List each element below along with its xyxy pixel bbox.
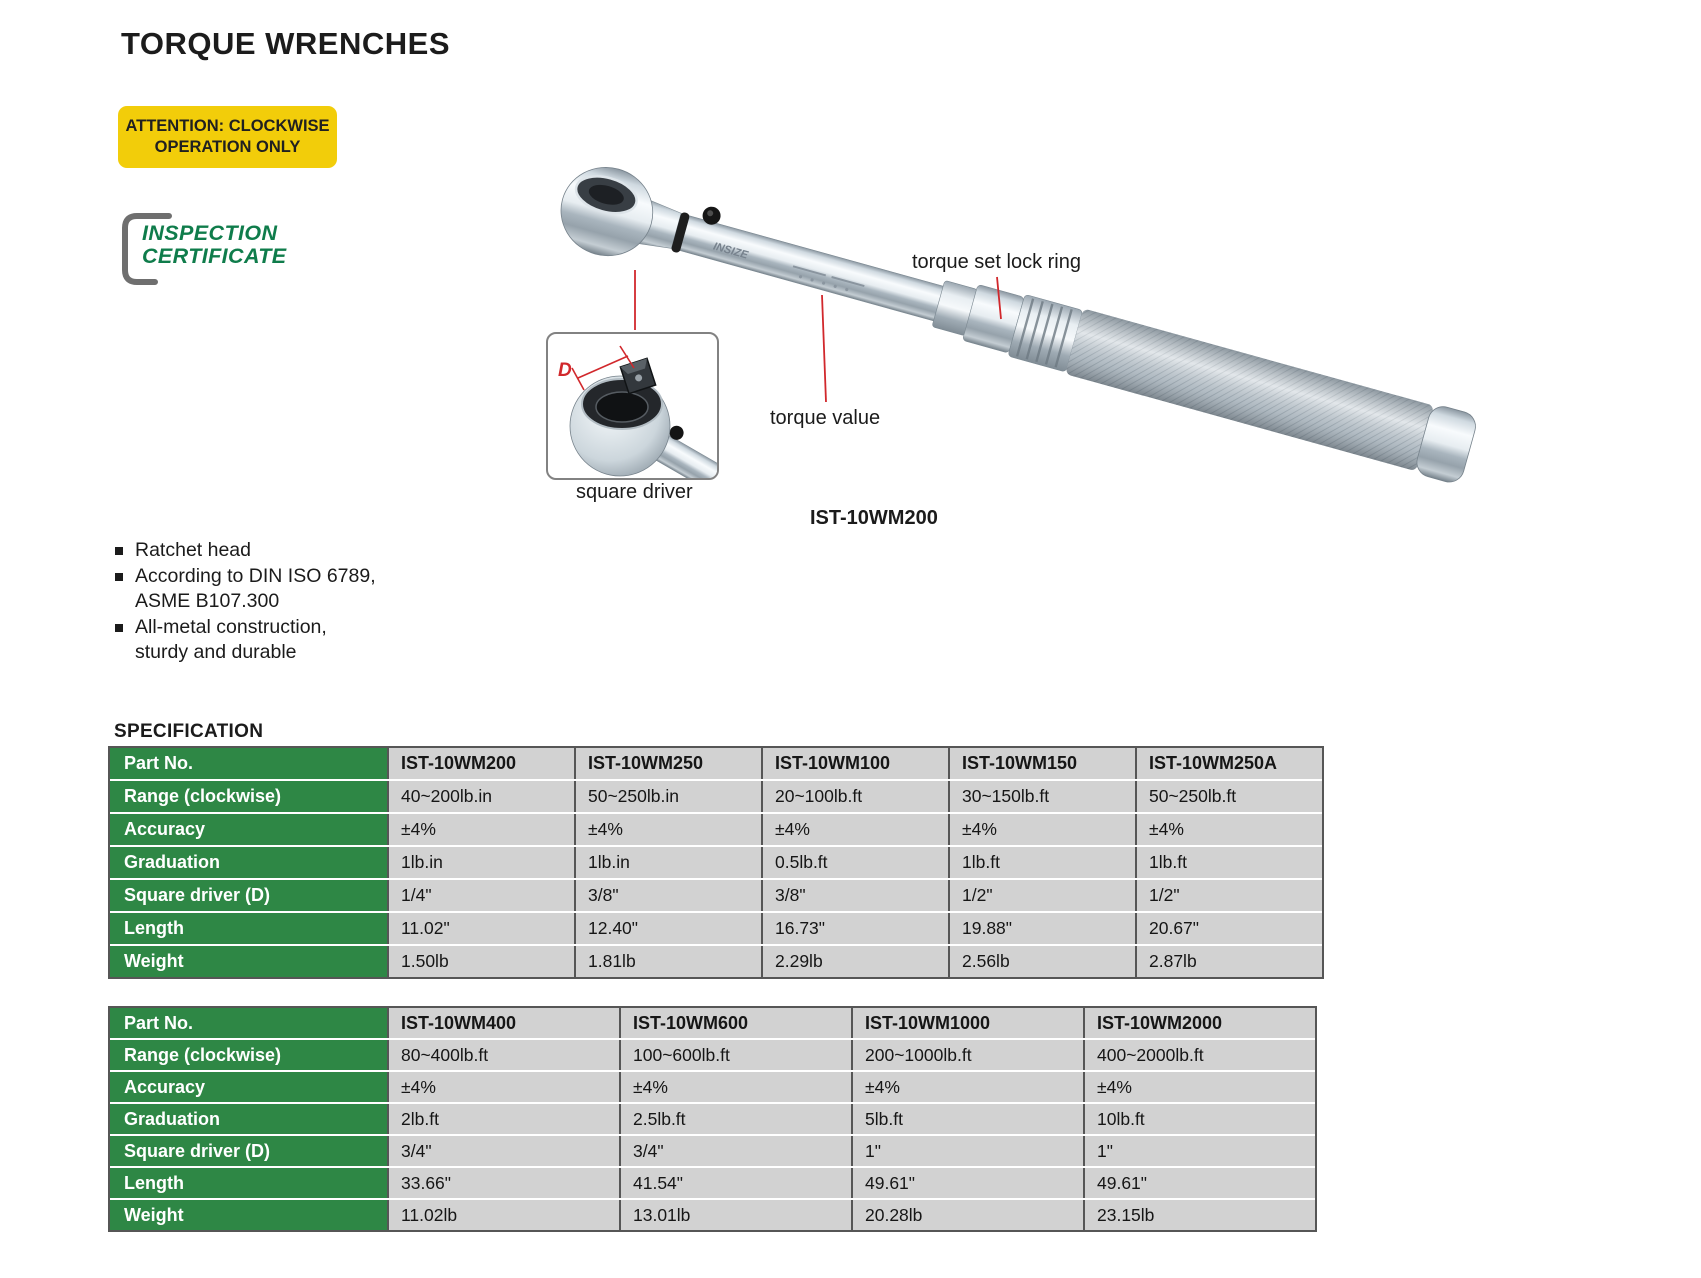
attention-line1: ATTENTION: CLOCKWISE <box>125 117 330 135</box>
square-driver-inset-box <box>546 332 719 480</box>
torque-value-label: torque value <box>770 407 881 429</box>
spec-row-label: Length <box>110 913 387 944</box>
dimension-label: D <box>558 360 572 381</box>
model-caption: IST-10WM200 <box>810 507 938 529</box>
spec-cell: IST-10WM1000 <box>851 1008 1083 1038</box>
spec-cell: IST-10WM400 <box>387 1008 619 1038</box>
spec-row-label: Square driver (D) <box>110 880 387 911</box>
spec-cell: IST-10WM250A <box>1135 748 1322 779</box>
feature-item <box>115 615 376 665</box>
spec-cell: 200~1000lb.ft <box>851 1040 1083 1070</box>
spec-cell: 2lb.ft <box>387 1104 619 1134</box>
spec-cell: 3/4" <box>619 1136 851 1166</box>
feature-text: According to DIN ISO 6789, ASME B107.300 <box>135 565 376 612</box>
spec-row-label: Graduation <box>110 847 387 878</box>
spec-cell: 11.02" <box>387 913 574 944</box>
feature-item <box>115 564 376 614</box>
square-bullet-icon <box>115 547 123 555</box>
spec-cell: 1lb.ft <box>1135 847 1322 878</box>
spec-row <box>110 781 1322 812</box>
inspection-line2: CERTIFICATE <box>142 244 287 268</box>
specification-heading: SPECIFICATION <box>114 721 264 742</box>
spec-row-label: Part No. <box>110 748 387 779</box>
feature-text: All-metal construction, sturdy and durable <box>135 616 327 663</box>
square-bullet-icon <box>115 624 123 632</box>
spec-cell: ±4% <box>1083 1072 1315 1102</box>
spec-cell: ±4% <box>387 1072 619 1102</box>
spec-cell: 20.28lb <box>851 1200 1083 1230</box>
spec-cell: 30~150lb.ft <box>948 781 1135 812</box>
spec-row-label: Weight <box>110 1200 387 1230</box>
spec-cell: 400~2000lb.ft <box>1083 1040 1315 1070</box>
spec-cell: IST-10WM150 <box>948 748 1135 779</box>
spec-table-1 <box>108 746 1324 979</box>
spec-cell: 2.87lb <box>1135 946 1322 977</box>
spec-cell: 80~400lb.ft <box>387 1040 619 1070</box>
wrench-shaft <box>671 213 945 321</box>
spec-cell: 11.02lb <box>387 1200 619 1230</box>
spec-cell: 1lb.in <box>387 847 574 878</box>
spec-cell: 50~250lb.in <box>574 781 761 812</box>
spec-row <box>110 946 1322 977</box>
ratchet-head <box>551 157 663 266</box>
spec-cell: 49.61" <box>851 1168 1083 1198</box>
spec-row <box>110 748 1322 779</box>
attention-box <box>118 106 337 168</box>
spec-cell: 5lb.ft <box>851 1104 1083 1134</box>
attention-line2: OPERATION ONLY <box>154 138 301 156</box>
spec-cell: 10lb.ft <box>1083 1104 1315 1134</box>
spec-row <box>110 913 1322 944</box>
spec-row-label: Graduation <box>110 1104 387 1134</box>
spec-row <box>110 1040 1315 1070</box>
spec-table-2 <box>108 1006 1317 1232</box>
square-driver-closeup <box>548 334 717 478</box>
spec-cell: 1/2" <box>948 880 1135 911</box>
spec-row <box>110 847 1322 878</box>
inspection-certificate-text <box>142 222 287 268</box>
spec-cell: 3/8" <box>574 880 761 911</box>
spec-cell: 20~100lb.ft <box>761 781 948 812</box>
knurled-grip <box>1065 308 1434 471</box>
spec-cell: 3/8" <box>761 880 948 911</box>
spec-row-label: Range (clockwise) <box>110 1040 387 1070</box>
spec-cell: 100~600lb.ft <box>619 1040 851 1070</box>
spec-cell: ±4% <box>619 1072 851 1102</box>
spec-row <box>110 1136 1315 1166</box>
spec-cell: 1/2" <box>1135 880 1322 911</box>
spec-row <box>110 1072 1315 1102</box>
spec-row <box>110 1200 1315 1230</box>
spec-row-label: Accuracy <box>110 1072 387 1102</box>
spec-cell: 2.29lb <box>761 946 948 977</box>
brand-engraving: INSIZE <box>711 240 750 262</box>
spec-cell: ±4% <box>574 814 761 845</box>
spec-cell: 1.50lb <box>387 946 574 977</box>
spec-cell: 19.88" <box>948 913 1135 944</box>
spec-cell: 41.54" <box>619 1168 851 1198</box>
torque-value-leader-line <box>822 295 826 402</box>
feature-text: Ratchet head <box>135 539 252 561</box>
spec-row <box>110 880 1322 911</box>
lock-ring-label: torque set lock ring <box>912 251 1081 273</box>
spec-cell: 1.81lb <box>574 946 761 977</box>
spec-cell: IST-10WM250 <box>574 748 761 779</box>
spec-cell: 1/4" <box>387 880 574 911</box>
inspection-line1: INSPECTION <box>142 221 278 245</box>
spec-cell: ±4% <box>948 814 1135 845</box>
spec-cell: ±4% <box>1135 814 1322 845</box>
spec-row <box>110 814 1322 845</box>
spec-cell: 16.73" <box>761 913 948 944</box>
spec-cell: IST-10WM200 <box>387 748 574 779</box>
spec-cell: IST-10WM2000 <box>1083 1008 1315 1038</box>
spec-row-label: Square driver (D) <box>110 1136 387 1166</box>
spec-cell: 49.61" <box>1083 1168 1315 1198</box>
spec-cell: 1lb.in <box>574 847 761 878</box>
spec-cell: 2.5lb.ft <box>619 1104 851 1134</box>
feature-item <box>115 538 376 563</box>
spec-cell: 3/4" <box>387 1136 619 1166</box>
spec-cell: IST-10WM100 <box>761 748 948 779</box>
spec-cell: 20.67" <box>1135 913 1322 944</box>
spec-cell: ±4% <box>851 1072 1083 1102</box>
page-title: TORQUE WRENCHES <box>121 26 451 61</box>
spec-row-label: Length <box>110 1168 387 1198</box>
spec-cell: 23.15lb <box>1083 1200 1315 1230</box>
spec-cell: 0.5lb.ft <box>761 847 948 878</box>
spec-row-label: Accuracy <box>110 814 387 845</box>
spec-cell: 40~200lb.in <box>387 781 574 812</box>
square-driver-label: square driver <box>576 481 693 503</box>
spec-cell: 1lb.ft <box>948 847 1135 878</box>
spec-cell: 2.56lb <box>948 946 1135 977</box>
inspection-certificate-logo <box>117 211 327 283</box>
spec-row-label: Weight <box>110 946 387 977</box>
spec-cell: 50~250lb.ft <box>1135 781 1322 812</box>
spec-cell: ±4% <box>387 814 574 845</box>
spec-cell: 13.01lb <box>619 1200 851 1230</box>
spec-cell: 1" <box>1083 1136 1315 1166</box>
spec-row <box>110 1008 1315 1038</box>
spec-row-label: Range (clockwise) <box>110 781 387 812</box>
spec-cell: IST-10WM600 <box>619 1008 851 1038</box>
spec-cell: 1" <box>851 1136 1083 1166</box>
feature-list <box>115 538 376 666</box>
spec-cell: 12.40" <box>574 913 761 944</box>
spec-row <box>110 1168 1315 1198</box>
spec-cell: ±4% <box>761 814 948 845</box>
spec-row-label: Part No. <box>110 1008 387 1038</box>
spec-cell: 33.66" <box>387 1168 619 1198</box>
square-bullet-icon <box>115 573 123 581</box>
spec-row <box>110 1104 1315 1134</box>
